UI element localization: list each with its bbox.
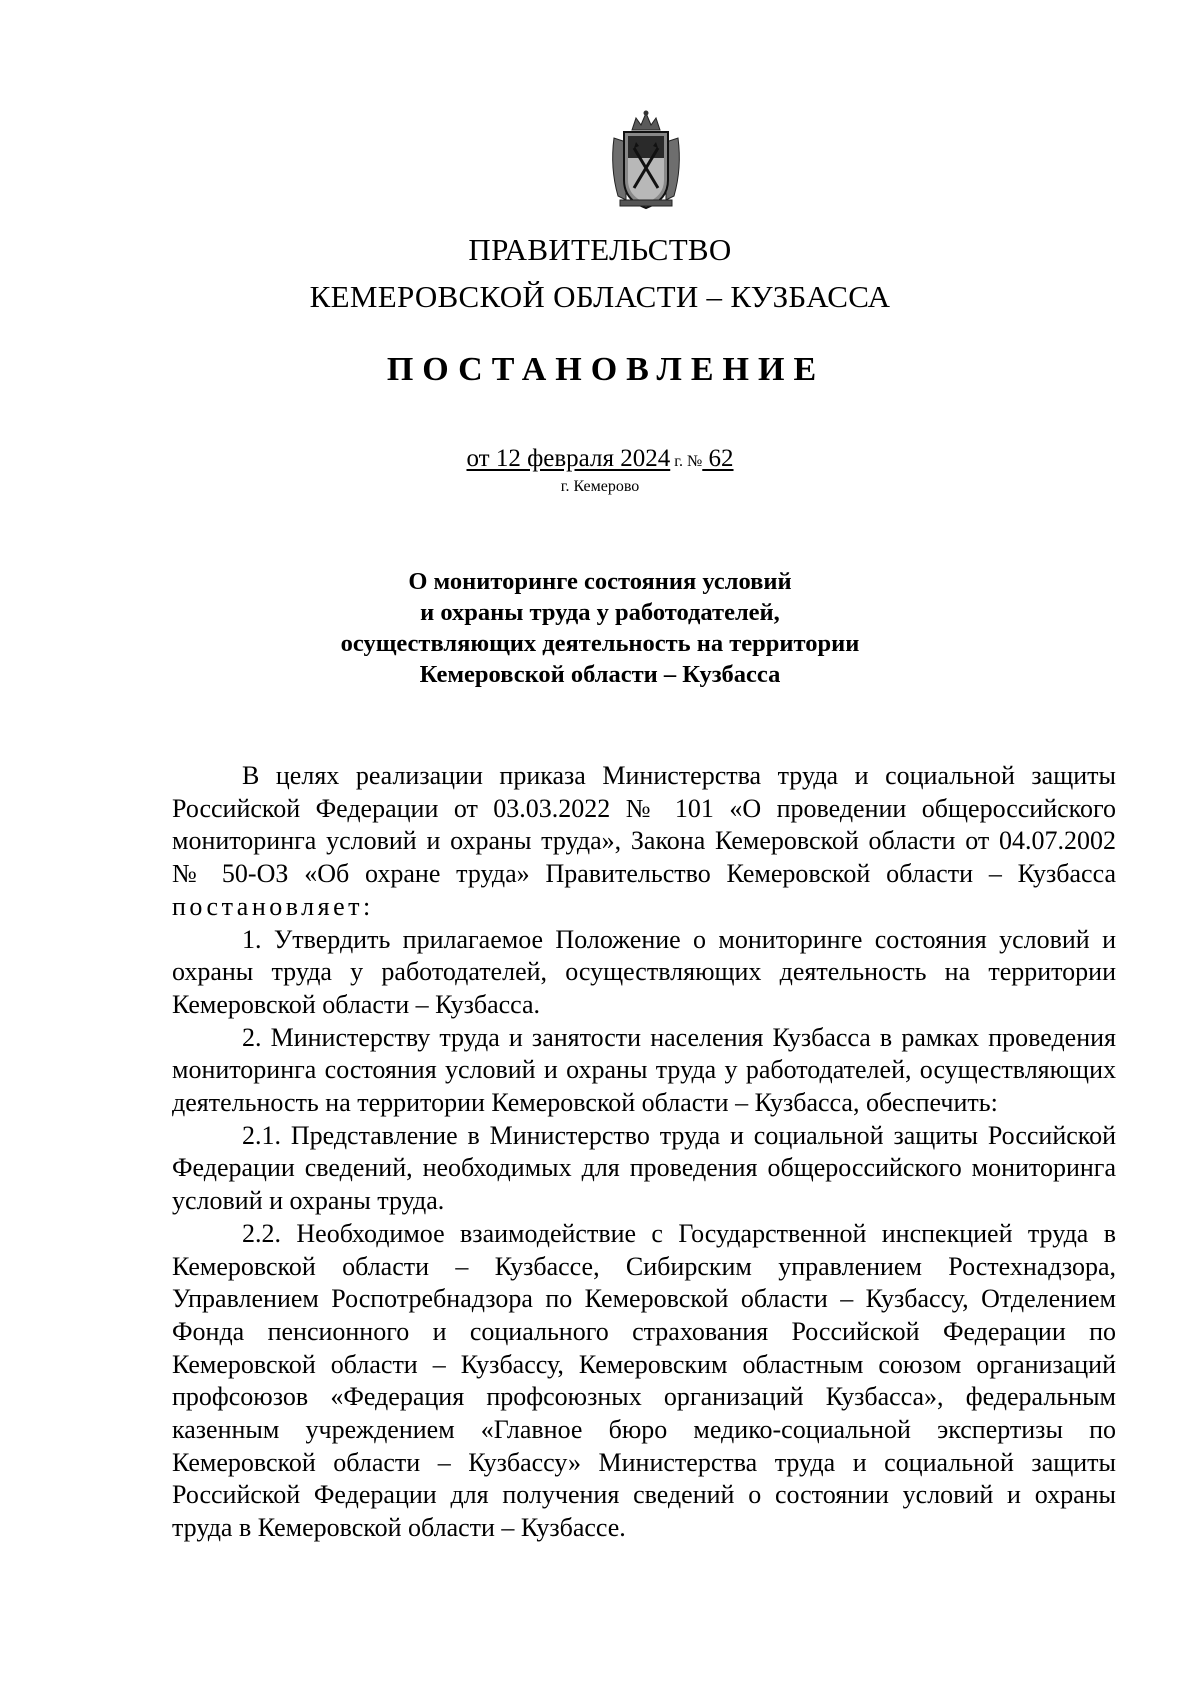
resolution-verb: постановляет:: [172, 891, 374, 921]
clause-2-2: 2.2. Необходимое взаимодействие с Государственной инспекцией труда в Кемеровской области – Кузбассе, Сибирским управлением Ростехнадзора, Управлением Роспотребнадзора по Кемеровской области – Кузбассу, Отделением Фонда пенсионного и социального страхования Российской Федерации по Кемеровской области – Кузбассу, Кемеровским областным союзом организаций профсоюзов «Федерация профсоюзных организаций Кузбасса», федеральным казенным учреждением «Главное бюро медико-социальной экспертизы по Кемеровской области – Кузбассу» Министерства труда и социальной защиты Российской Федерации для получения сведений о состоянии условий и охраны труда в Кемеровской области – Кузбассе.: [172, 1218, 1116, 1543]
clause-2: 2. Министерству труда и занятости населения Кузбасса в рамках проведения мониторинга состояния условий и охраны труда у работодателей, осуществляющих деятельность на территории Кемеровской области – Кузбасса, обеспечить:: [172, 1022, 1116, 1118]
year-suffix: г.: [670, 453, 683, 470]
clause-1: 1. Утвердить прилагаемое Положение о мониторинге состояния условий и охраны труда у работодателей, осуществляющих деятельность на территории Кемеровской области – Кузбасса.: [172, 924, 1116, 1019]
date-number-line: [0, 444, 1200, 477]
title-line: и охраны труда у работодателей,: [420, 599, 780, 626]
document-number: 62: [702, 445, 734, 472]
coat-of-arms-icon: [606, 108, 686, 212]
document-city: г. Кемерово: [560, 478, 640, 495]
clause-2-1: 2.1. Представление в Министерство труда и социальной защиты Российской Федерации сведений, необходимых для проведения общероссийского мониторинга условий и охраны труда.: [172, 1120, 1116, 1216]
title-line: Кемеровской области – Кузбасса: [419, 661, 781, 688]
title-line: осуществляющих деятельность на территории: [340, 630, 860, 657]
intro-paragraph: [172, 760, 1116, 924]
document-title: [0, 566, 1200, 690]
title-line: О мониторинге состояния условий: [408, 568, 792, 595]
number-label: №: [683, 453, 703, 470]
document-body: [172, 760, 1116, 1545]
document-type: ПОСТАНОВЛЕНИЕ: [386, 351, 826, 388]
org-name-line1: ПРАВИТЕЛЬСТВО: [468, 232, 732, 267]
org-name-line2: КЕМЕРОВСКОЙ ОБЛАСТИ – КУЗБАССА: [309, 279, 891, 314]
intro-text: В целях реализации приказа Министерства труда и социальной защиты Российской Федерации от 03.03.2022 № 101 «О проведении общероссийского мониторинга условий и охраны труда», Закона Кемеровской области от 04.07.2002 № 50-ОЗ «Об охране труда» Правительство Кемеровской области – Кузбасса: [172, 761, 1116, 889]
document-date: от 12 февраля 2024: [466, 445, 671, 472]
